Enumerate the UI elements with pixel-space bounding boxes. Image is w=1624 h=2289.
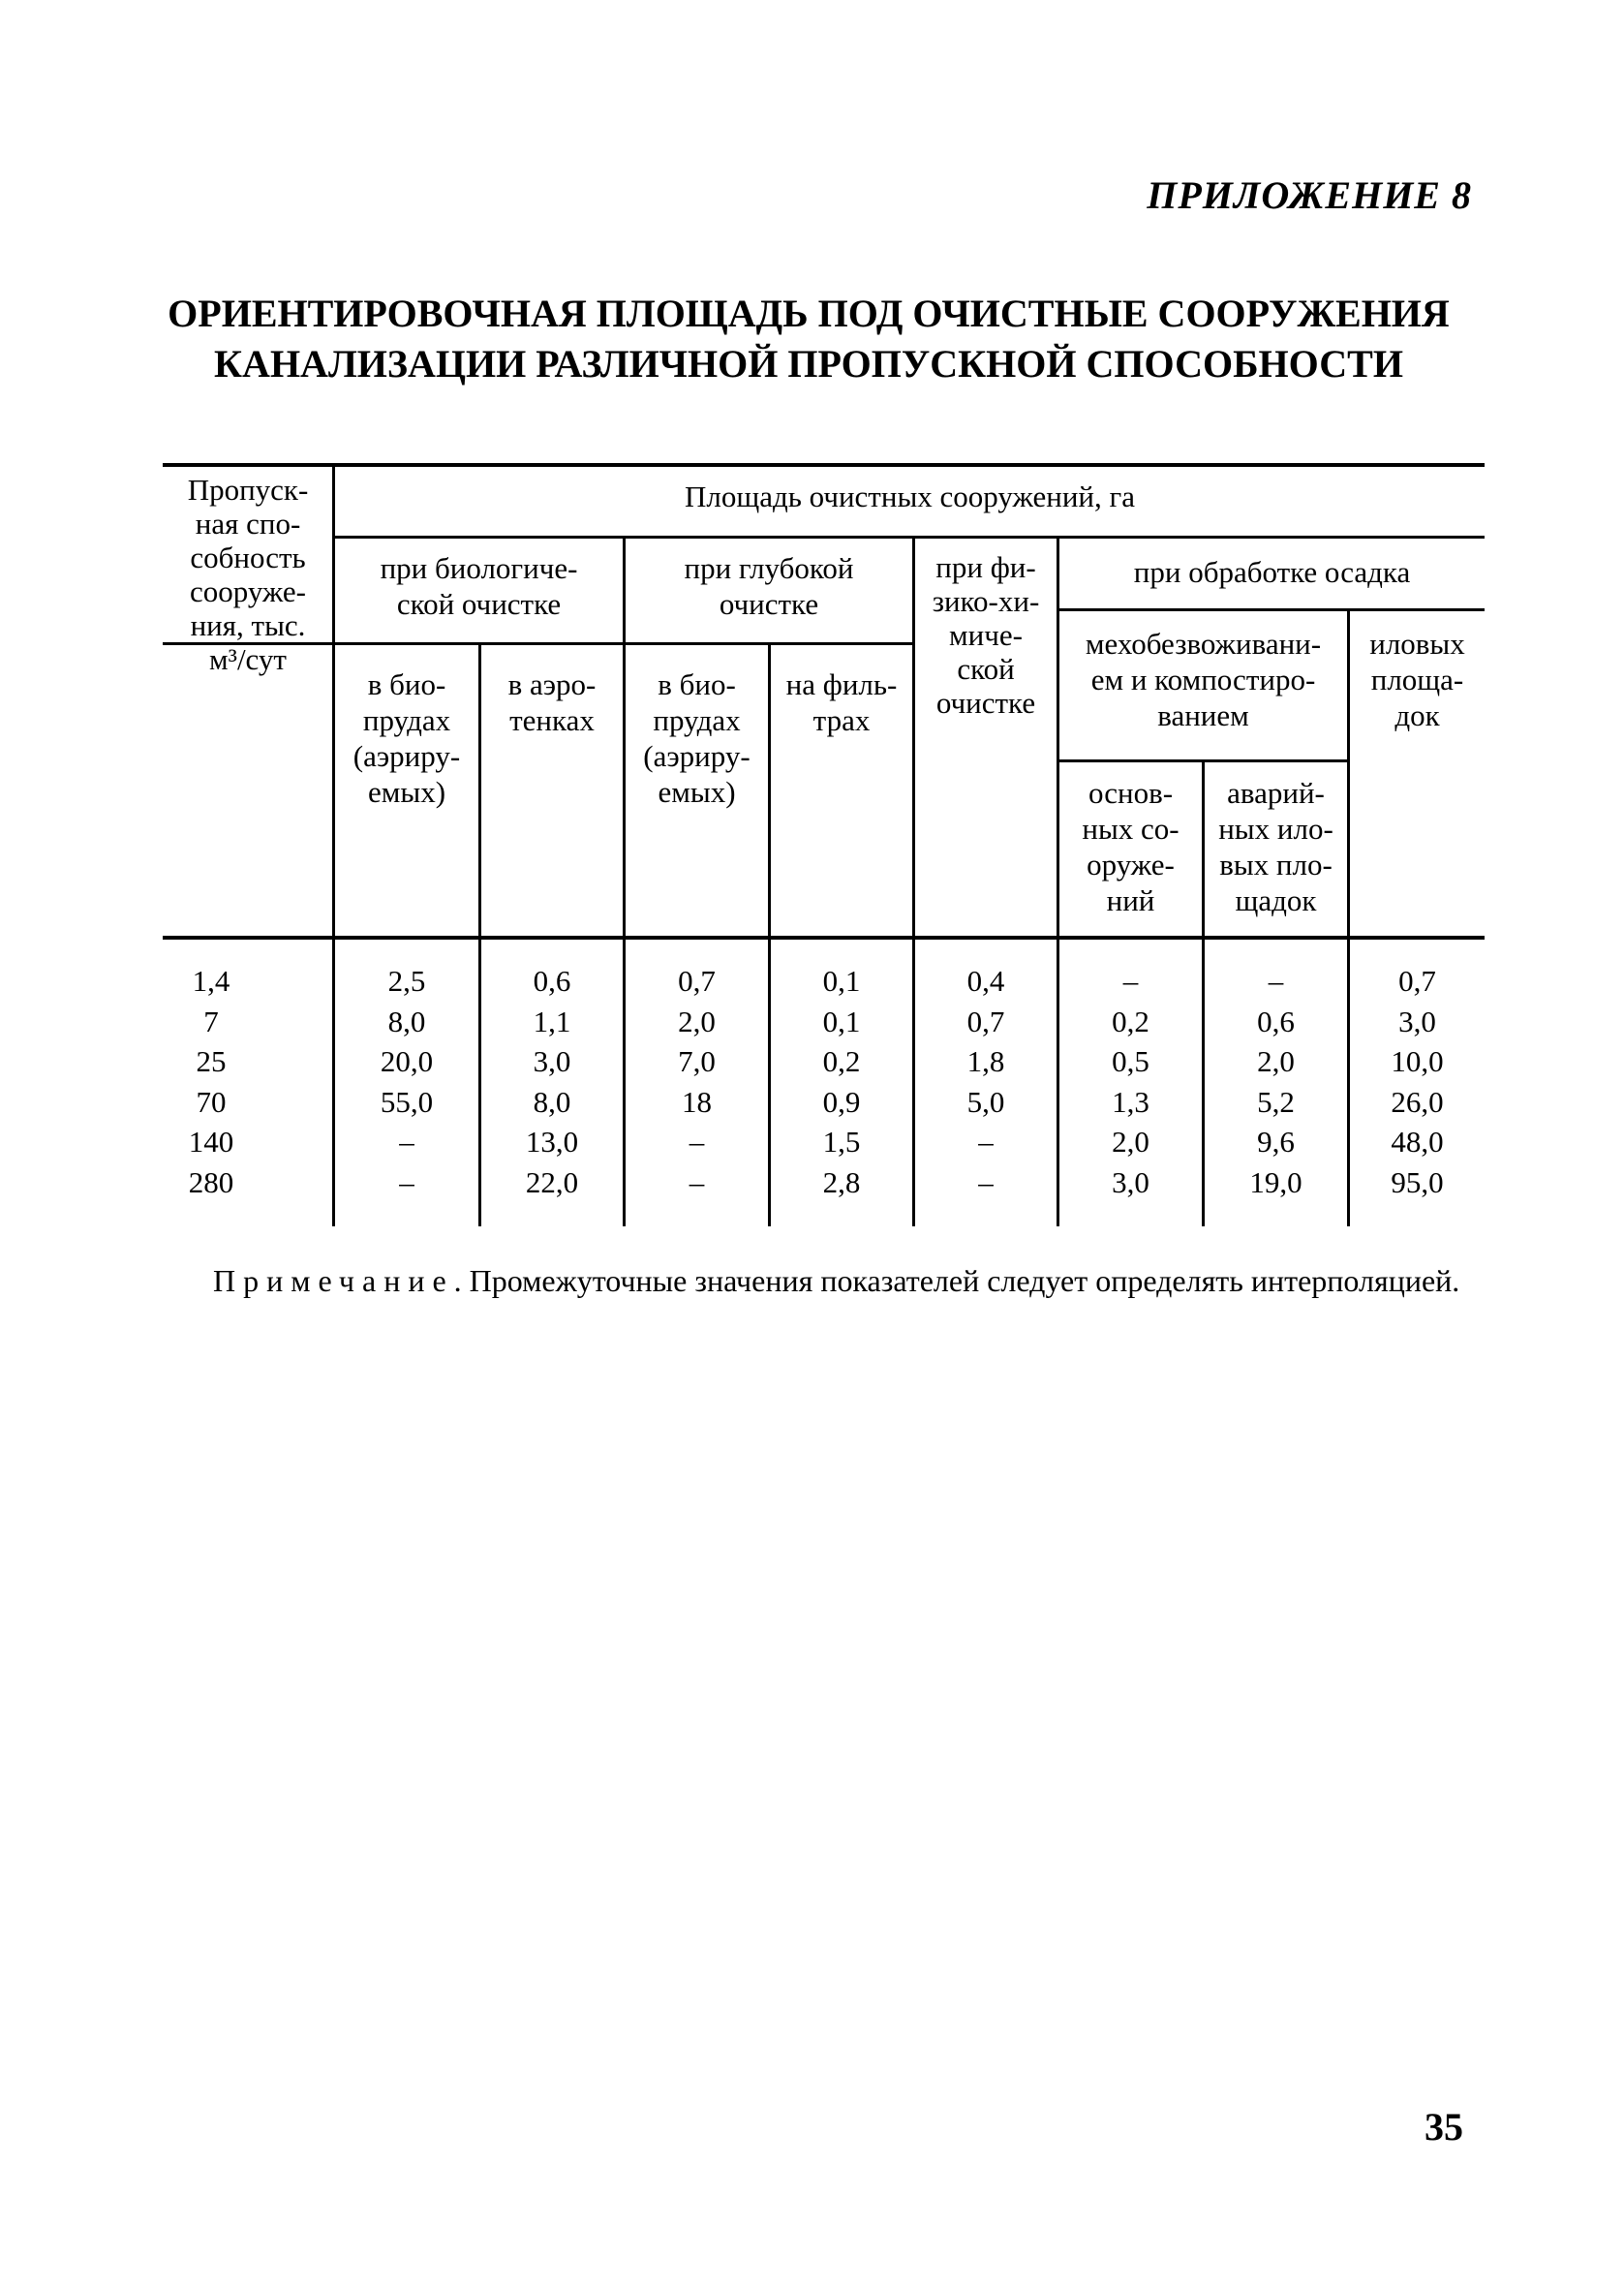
- page-number: 35: [1425, 2105, 1463, 2149]
- table-cell: 2,5: [387, 964, 426, 998]
- table-cell: 55,0: [380, 1084, 434, 1119]
- rule-under-area-header: [334, 536, 1485, 539]
- table-cell: 0,9: [822, 1084, 861, 1119]
- table-cell: 0,6: [533, 964, 571, 998]
- header-deep: при глубокой очистке: [684, 551, 854, 621]
- table-cell: 3,0: [533, 1044, 571, 1078]
- table-cell: –: [978, 1125, 994, 1159]
- table-cell: 20,0: [380, 1044, 434, 1078]
- rule-under-sludge: [1058, 608, 1485, 611]
- appendix-label: ПРИЛОЖЕНИЕ 8: [1147, 173, 1472, 217]
- table-cell: 1,5: [822, 1125, 861, 1159]
- table-cell: 0,5: [1112, 1044, 1149, 1078]
- table-cell: –: [1122, 964, 1139, 998]
- table-cell: 26,0: [1391, 1084, 1444, 1119]
- header-sludge: при обработке осадка: [1133, 555, 1411, 589]
- table-cell: 13,0: [525, 1125, 579, 1159]
- table-cell: 8,0: [533, 1084, 571, 1119]
- table-cell: 2,8: [822, 1164, 861, 1199]
- title-line-1: ОРИЕНТИРОВОЧНАЯ ПЛОЩАДЬ ПОД ОЧИСТНЫЕ СООРУЖЕНИЯ: [168, 292, 1450, 335]
- table-cell: –: [1268, 964, 1284, 998]
- header-bio-ponds: в био- прудах (аэриру- емых): [352, 667, 461, 809]
- header-capacity: Пропуск- ная спо- собность сооруже- ния, тыс. м³/сут: [187, 473, 309, 676]
- table-cell: 9,6: [1257, 1125, 1295, 1159]
- table-cell: 19,0: [1249, 1164, 1302, 1199]
- note-label: Примечание: [213, 1263, 454, 1298]
- header-main: основ- ных со- оруже- ний: [1082, 776, 1180, 917]
- table-cell: 2,0: [1112, 1125, 1149, 1159]
- table-cell: 5,0: [966, 1084, 1005, 1119]
- table-cell: 22,0: [525, 1164, 579, 1199]
- row-capacity-cell: 7: [203, 1004, 219, 1038]
- table-cell: 0,1: [822, 964, 861, 998]
- table-cell: 3,0: [1112, 1164, 1149, 1199]
- header-deep-ponds: в био- прудах (аэриру- емых): [643, 667, 751, 809]
- header-deep-filters: на филь- трах: [785, 667, 898, 737]
- header-physchem: при фи- зико-хи- миче- ской очистке: [932, 550, 1040, 720]
- table-cell: 0,2: [822, 1044, 861, 1078]
- table-cell: –: [399, 1125, 414, 1159]
- table-cell: 0,2: [1112, 1004, 1149, 1038]
- table-cell: 0,1: [822, 1004, 861, 1038]
- row-capacity-cell: 25: [196, 1044, 227, 1078]
- table-cell: 1,1: [533, 1004, 571, 1038]
- row-capacity-cell: 140: [188, 1125, 234, 1159]
- table-cell: 0,7: [966, 1004, 1005, 1038]
- header-sludge-beds: иловых площа- док: [1369, 627, 1465, 732]
- row-capacity-cell: 1,4: [192, 964, 230, 998]
- footnote: [163, 1257, 1485, 1304]
- header-bio: при биологиче- ской очистке: [380, 551, 578, 621]
- table-cell: 7,0: [678, 1044, 716, 1078]
- table-cell: 0,7: [1398, 964, 1436, 998]
- row-capacity-cell: 70: [196, 1084, 227, 1119]
- table-cell: 2,0: [678, 1004, 716, 1038]
- title-line-2: КАНАЛИЗАЦИИ РАЗЛИЧНОЙ ПРОПУСКНОЙ СПОСОБНОСТИ: [214, 342, 1403, 386]
- header-bottom-rule: [163, 936, 1485, 940]
- header-emergency: аварий- ных ило- вых пло- щадок: [1218, 776, 1333, 917]
- table-cell: 5,2: [1257, 1084, 1295, 1119]
- table-cell: 48,0: [1391, 1125, 1444, 1159]
- row-capacity-cell: 280: [188, 1164, 234, 1199]
- table-cell: 18: [682, 1084, 712, 1119]
- table-cell: –: [689, 1164, 705, 1199]
- table-cell: 3,0: [1398, 1004, 1436, 1038]
- table-cell: –: [689, 1125, 705, 1159]
- table-cell: 1,8: [966, 1044, 1005, 1078]
- header-area: Площадь очистных сооружений, га: [685, 479, 1135, 513]
- table-cell: –: [978, 1164, 994, 1199]
- table-cell: –: [399, 1164, 414, 1199]
- table-cell: 95,0: [1391, 1164, 1444, 1199]
- table-cell: 0,6: [1257, 1004, 1295, 1038]
- table-cell: 2,0: [1257, 1044, 1295, 1078]
- table-top-rule: [163, 463, 1485, 467]
- table-cell: 0,4: [966, 964, 1005, 998]
- table-cell: 1,3: [1112, 1084, 1149, 1119]
- header-mech: мехобезвоживани- ем и компостиро- ванием: [1085, 627, 1322, 732]
- table-cell: 8,0: [387, 1004, 426, 1038]
- table-cell: 0,7: [678, 964, 716, 998]
- table-cell: 10,0: [1391, 1044, 1444, 1078]
- header-bio-aero: в аэро- тенках: [507, 667, 597, 737]
- note-text: . Промежуточные значения показателей следует определять интерполяцией.: [453, 1263, 1460, 1298]
